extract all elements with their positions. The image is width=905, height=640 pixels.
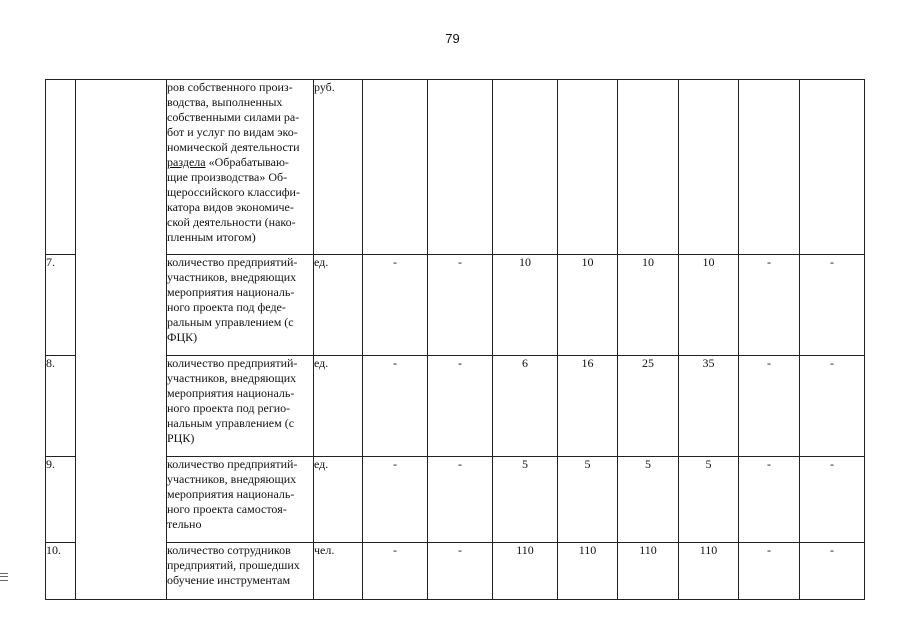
value-cell: 5 xyxy=(558,457,618,543)
row-number: 10. xyxy=(46,543,76,600)
page-number: 79 xyxy=(445,31,460,46)
value-cell: - xyxy=(800,543,865,600)
row-unit: ед. xyxy=(314,457,363,543)
value-cell: 10 xyxy=(493,255,558,356)
value-cell xyxy=(558,80,618,255)
indicators-table xyxy=(45,79,865,600)
row-number: 8. xyxy=(46,356,76,457)
value-cell xyxy=(493,80,558,255)
value-cell: 110 xyxy=(493,543,558,600)
value-cell: 5 xyxy=(493,457,558,543)
value-cell: - xyxy=(428,457,493,543)
value-cell: 110 xyxy=(679,543,739,600)
merged-empty-cell xyxy=(76,80,167,600)
value-cell: - xyxy=(363,255,428,356)
value-cell: 10 xyxy=(679,255,739,356)
row-description: количество предприятий- участников, внедряющих мероприятия националь- ного проекта самостоя- тельно xyxy=(167,457,314,543)
row-unit: ед. xyxy=(314,255,363,356)
value-cell: - xyxy=(428,356,493,457)
value-cell: - xyxy=(800,457,865,543)
value-cell: 5 xyxy=(618,457,679,543)
value-cell: - xyxy=(739,543,800,600)
value-cell: - xyxy=(363,457,428,543)
value-cell xyxy=(363,80,428,255)
value-cell: - xyxy=(739,356,800,457)
row-description: количество предприятий- участников, внедряющих мероприятия националь- ного проекта под феде- ральным управлением (с ФЦК) xyxy=(167,255,314,356)
row-description: ров собственного произ- водства, выполненных собственными силами ра- бот и услуг по видам эко- номической деятельности раздела «Обрабатываю- щие производства» Об- щероссийского классифи- катора видов экономиче- ской деятельности (нако- пленным итогом) xyxy=(167,80,314,255)
value-cell: 35 xyxy=(679,356,739,457)
value-cell xyxy=(618,80,679,255)
table-row xyxy=(46,255,865,356)
value-cell: - xyxy=(739,255,800,356)
scan-edge-mark xyxy=(0,573,8,581)
value-cell: 5 xyxy=(679,457,739,543)
value-cell xyxy=(739,80,800,255)
value-cell: - xyxy=(363,356,428,457)
row-number: 7. xyxy=(46,255,76,356)
value-cell: - xyxy=(363,543,428,600)
row-description: количество сотрудников предприятий, прошедших обучение инструментам xyxy=(167,543,314,600)
value-cell: 110 xyxy=(618,543,679,600)
row-description: количество предприятий- участников, внедряющих мероприятия националь- ного проекта под регио- нальным управлением (с РЦК) xyxy=(167,356,314,457)
row-unit: ед. xyxy=(314,356,363,457)
table-row xyxy=(46,80,865,255)
value-cell: - xyxy=(800,356,865,457)
value-cell: 6 xyxy=(493,356,558,457)
value-cell: - xyxy=(428,543,493,600)
table-row xyxy=(46,356,865,457)
value-cell xyxy=(800,80,865,255)
value-cell xyxy=(428,80,493,255)
value-cell: 16 xyxy=(558,356,618,457)
value-cell: 10 xyxy=(618,255,679,356)
value-cell xyxy=(679,80,739,255)
value-cell: 10 xyxy=(558,255,618,356)
table-row xyxy=(46,543,865,600)
row-unit: руб. xyxy=(314,80,363,255)
value-cell: - xyxy=(739,457,800,543)
value-cell: - xyxy=(800,255,865,356)
value-cell: 25 xyxy=(618,356,679,457)
row-number: 9. xyxy=(46,457,76,543)
value-cell: 110 xyxy=(558,543,618,600)
row-unit: чел. xyxy=(314,543,363,600)
table-row xyxy=(46,457,865,543)
row-number xyxy=(46,80,76,255)
value-cell: - xyxy=(428,255,493,356)
